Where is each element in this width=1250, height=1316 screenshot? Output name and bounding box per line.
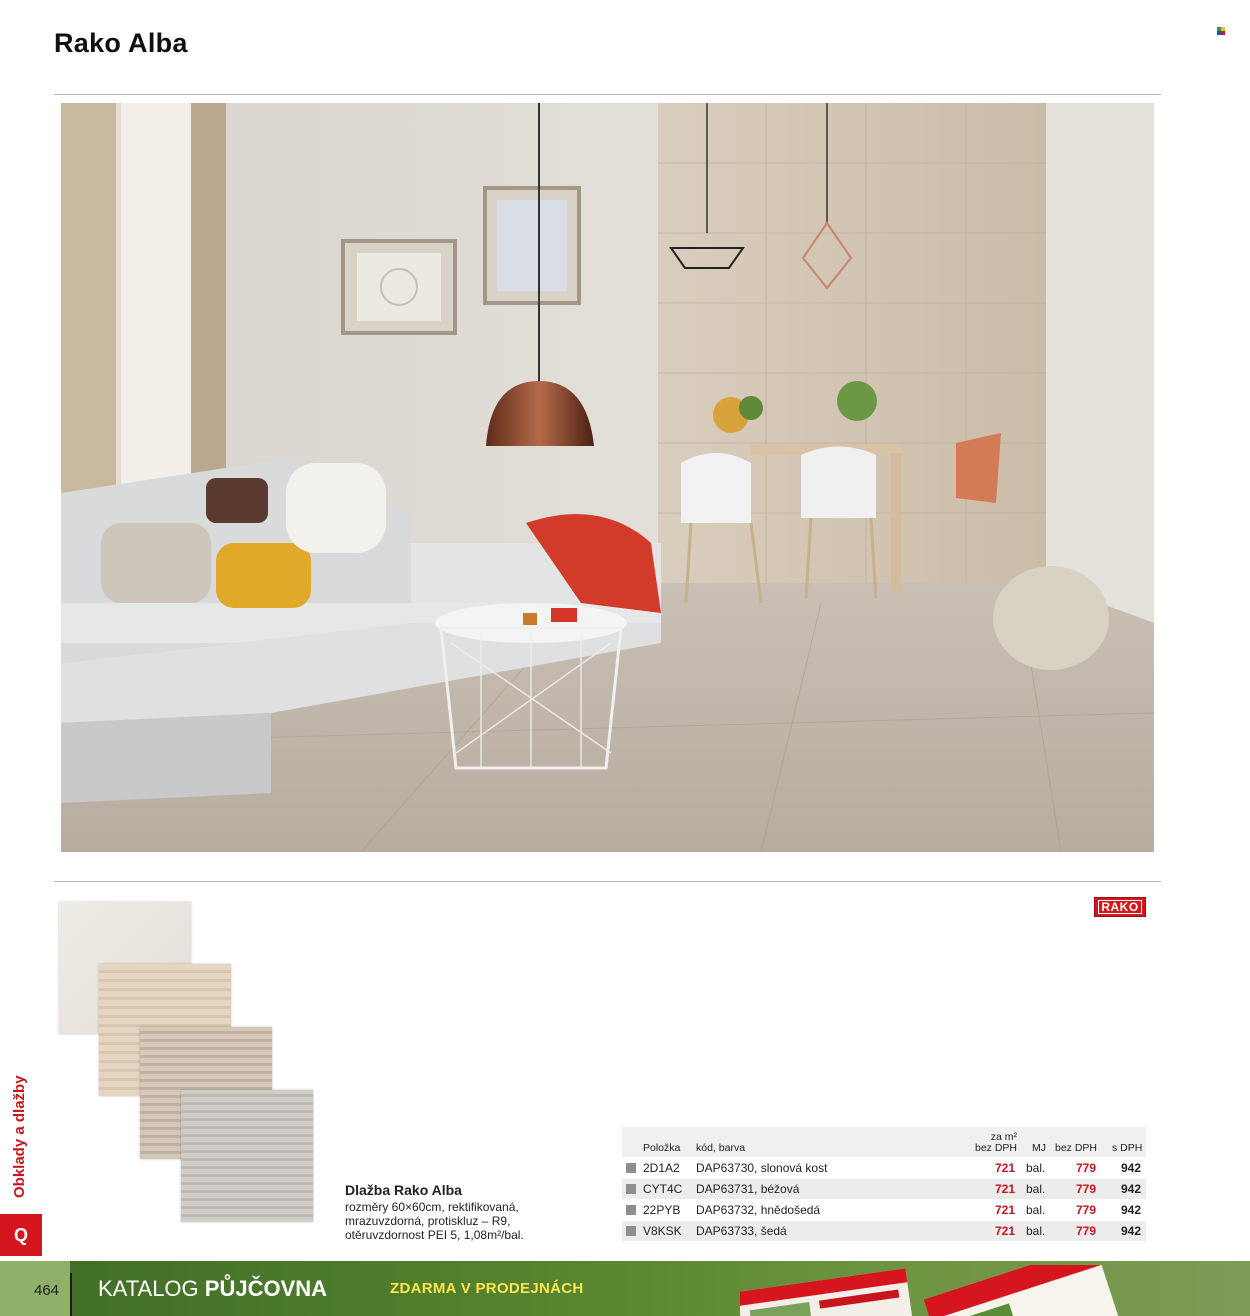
row-price-excl-vat: 779 — [1075, 1161, 1096, 1175]
section-tab: Q — [0, 1214, 42, 1256]
row-code-color: DAP63731, béžová — [696, 1182, 800, 1196]
section-divider — [54, 881, 1161, 882]
row-price-per-m2: 721 — [994, 1203, 1015, 1217]
table-row — [622, 1178, 1146, 1199]
price-table-header — [622, 1127, 1146, 1157]
row-item: 2D1A2 — [643, 1161, 680, 1175]
product-name: Dlažba Rako Alba — [345, 1182, 462, 1198]
header-excl-vat: bez DPH — [1055, 1142, 1098, 1154]
header-incl-vat: s DPH — [1112, 1142, 1143, 1154]
price-table — [622, 1127, 1146, 1241]
tile-sample-grey — [181, 1090, 313, 1222]
free-in-stores-text: ZDARMA V PRODEJNÁCH — [390, 1280, 584, 1297]
row-unit: bal. — [1026, 1182, 1046, 1196]
table-row — [622, 1220, 1146, 1241]
row-price-per-m2: 721 — [994, 1182, 1015, 1196]
header-item: Položka — [643, 1142, 681, 1154]
page-number: 464 — [34, 1282, 60, 1299]
row-code-color: DAP63733, šedá — [696, 1224, 787, 1238]
catalog-name: PŮJČOVNA — [204, 1276, 328, 1301]
row-item: V8KSK — [643, 1224, 682, 1238]
page-title: Rako Alba — [54, 28, 188, 58]
section-side-label-text: Obklady a dlažby — [11, 1075, 28, 1198]
living-room-photo — [61, 103, 1154, 852]
table-row — [622, 1157, 1146, 1178]
row-price-excl-vat: 779 — [1075, 1182, 1096, 1196]
section-side-label — [0, 1050, 42, 1200]
footer-separator — [70, 1273, 72, 1316]
catalog-title — [98, 1276, 327, 1302]
product-description: rozměry 60×60cm, rektifikovaná, mrazuvzdorná, protiskluz – R9, otěruvzdornost PEI 5, 1,08m²/bal. — [345, 1200, 524, 1242]
row-unit: bal. — [1026, 1203, 1046, 1217]
row-price-excl-vat: 779 — [1075, 1224, 1096, 1238]
row-price-incl-vat: 942 — [1120, 1161, 1141, 1175]
row-item: 22PYB — [643, 1203, 681, 1217]
color-swatch — [626, 1226, 636, 1236]
row-price-excl-vat: 779 — [1075, 1203, 1096, 1217]
header-per-m2-line1: za m² — [990, 1131, 1017, 1143]
row-code-color: DAP63732, hnědošedá — [696, 1203, 821, 1217]
row-price-incl-vat: 942 — [1120, 1224, 1141, 1238]
row-item: CYT4C — [643, 1182, 683, 1196]
product-info — [345, 1182, 615, 1242]
top-divider — [54, 94, 1161, 95]
catalog-word: KATALOG — [98, 1276, 199, 1301]
color-swatch — [626, 1205, 636, 1215]
row-price-per-m2: 721 — [994, 1161, 1015, 1175]
rako-logo — [1094, 897, 1146, 917]
catalog-magazines-icon — [740, 1265, 1140, 1316]
row-code-color: DAP63730, slonová kost — [696, 1161, 828, 1175]
color-swatch — [626, 1163, 636, 1173]
row-unit: bal. — [1026, 1161, 1046, 1175]
header-code-color: kód, barva — [696, 1142, 746, 1154]
footer-banner[interactable] — [0, 1261, 1250, 1316]
row-price-incl-vat: 942 — [1120, 1182, 1141, 1196]
row-unit: bal. — [1026, 1224, 1046, 1238]
table-row — [622, 1199, 1146, 1220]
header-unit: MJ — [1032, 1142, 1046, 1154]
tile-samples — [59, 902, 319, 1222]
color-swatch — [626, 1184, 636, 1194]
row-price-per-m2: 721 — [994, 1224, 1015, 1238]
header-per-m2-line2: bez DPH — [974, 1142, 1017, 1154]
rako-logo-text: RAKO — [1098, 900, 1141, 914]
row-price-incl-vat: 942 — [1120, 1203, 1141, 1217]
header-per-m2 — [967, 1132, 1017, 1154]
corner-color-mark-icon — [1217, 27, 1225, 35]
